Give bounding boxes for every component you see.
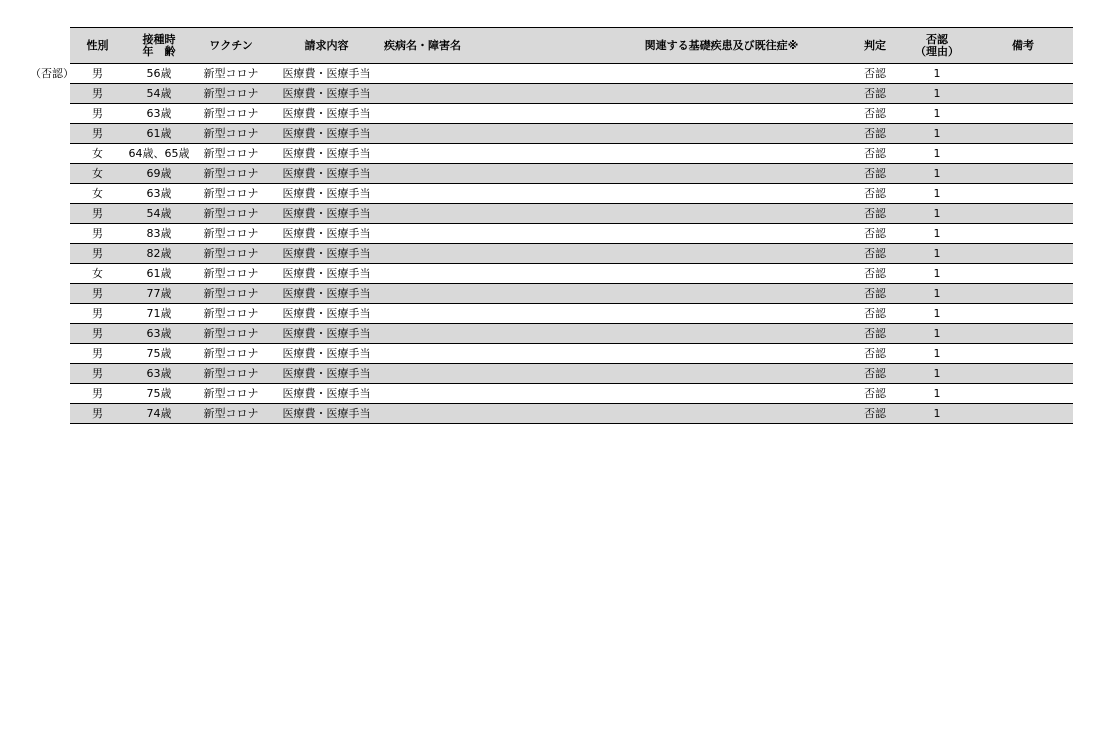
cell-claim: 医療費・医療手当 bbox=[269, 104, 384, 124]
cell-remarks bbox=[973, 384, 1073, 404]
cell-reason: 1 bbox=[901, 324, 973, 344]
cell-disease bbox=[384, 304, 594, 324]
cell-claim: 医療費・医療手当 bbox=[269, 124, 384, 144]
cell-disease bbox=[384, 204, 594, 224]
header-claim: 請求内容 bbox=[269, 28, 384, 64]
cell-sex: 男 bbox=[70, 344, 125, 364]
cell-age: 82歳 bbox=[125, 244, 193, 264]
table-row bbox=[70, 284, 1073, 304]
cell-disease bbox=[384, 364, 594, 384]
cell-claim: 医療費・医療手当 bbox=[269, 84, 384, 104]
cell-remarks bbox=[973, 104, 1073, 124]
cell-reason: 1 bbox=[901, 364, 973, 384]
cell-remarks bbox=[973, 204, 1073, 224]
cell-judgment: 否認 bbox=[849, 164, 901, 184]
cell-reason: 1 bbox=[901, 64, 973, 84]
cell-disease bbox=[384, 144, 594, 164]
cell-remarks bbox=[973, 344, 1073, 364]
cell-age: 63歳 bbox=[125, 324, 193, 344]
cell-remarks bbox=[973, 264, 1073, 284]
cell-judgment: 否認 bbox=[849, 264, 901, 284]
cell-sex: 男 bbox=[70, 244, 125, 264]
table-row bbox=[70, 224, 1073, 244]
cell-disease bbox=[384, 84, 594, 104]
cell-sex: 男 bbox=[70, 64, 125, 84]
cell-reason: 1 bbox=[901, 384, 973, 404]
cell-related bbox=[594, 264, 849, 284]
judgment-table bbox=[70, 27, 1073, 424]
cell-related bbox=[594, 104, 849, 124]
cell-disease bbox=[384, 64, 594, 84]
cell-age: 64歳、65歳 bbox=[125, 144, 193, 164]
table-row bbox=[70, 364, 1073, 384]
cell-sex: 男 bbox=[70, 364, 125, 384]
cell-judgment: 否認 bbox=[849, 184, 901, 204]
cell-age: 63歳 bbox=[125, 104, 193, 124]
table-row bbox=[70, 264, 1073, 284]
cell-sex: 男 bbox=[70, 304, 125, 324]
cell-claim: 医療費・医療手当 bbox=[269, 144, 384, 164]
cell-disease bbox=[384, 344, 594, 364]
cell-claim: 医療費・医療手当 bbox=[269, 384, 384, 404]
cell-disease bbox=[384, 264, 594, 284]
cell-vaccine: 新型コロナ bbox=[193, 204, 269, 224]
cell-remarks bbox=[973, 84, 1073, 104]
cell-judgment: 否認 bbox=[849, 344, 901, 364]
header-related-conditions: 関連する基礎疾患及び既往症※ bbox=[594, 28, 849, 64]
cell-age: 54歳 bbox=[125, 204, 193, 224]
cell-judgment: 否認 bbox=[849, 104, 901, 124]
cell-judgment: 否認 bbox=[849, 304, 901, 324]
cell-remarks bbox=[973, 284, 1073, 304]
cell-disease bbox=[384, 404, 594, 424]
cell-related bbox=[594, 384, 849, 404]
cell-related bbox=[594, 244, 849, 264]
cell-remarks bbox=[973, 184, 1073, 204]
cell-sex: 女 bbox=[70, 164, 125, 184]
cell-related bbox=[594, 364, 849, 384]
cell-judgment: 否認 bbox=[849, 224, 901, 244]
cell-reason: 1 bbox=[901, 224, 973, 244]
cell-claim: 医療費・医療手当 bbox=[269, 64, 384, 84]
cell-remarks bbox=[973, 304, 1073, 324]
cell-judgment: 否認 bbox=[849, 64, 901, 84]
cell-vaccine: 新型コロナ bbox=[193, 244, 269, 264]
cell-vaccine: 新型コロナ bbox=[193, 404, 269, 424]
cell-remarks bbox=[973, 144, 1073, 164]
cell-vaccine: 新型コロナ bbox=[193, 64, 269, 84]
cell-sex: 男 bbox=[70, 384, 125, 404]
cell-age: 63歳 bbox=[125, 364, 193, 384]
cell-claim: 医療費・医療手当 bbox=[269, 404, 384, 424]
cell-related bbox=[594, 184, 849, 204]
cell-related bbox=[594, 304, 849, 324]
cell-sex: 男 bbox=[70, 324, 125, 344]
table-body bbox=[70, 64, 1073, 424]
cell-claim: 医療費・医療手当 bbox=[269, 264, 384, 284]
cell-remarks bbox=[973, 124, 1073, 144]
cell-related bbox=[594, 224, 849, 244]
header-sex: 性別 bbox=[70, 28, 125, 64]
cell-claim: 医療費・医療手当 bbox=[269, 224, 384, 244]
cell-related bbox=[594, 204, 849, 224]
header-vaccine: ワクチン bbox=[193, 28, 269, 64]
cell-sex: 女 bbox=[70, 144, 125, 164]
cell-related bbox=[594, 284, 849, 304]
table-row bbox=[70, 324, 1073, 344]
header-disease: 疾病名・障害名 bbox=[384, 28, 594, 64]
cell-disease bbox=[384, 184, 594, 204]
cell-reason: 1 bbox=[901, 184, 973, 204]
cell-age: 75歳 bbox=[125, 344, 193, 364]
cell-judgment: 否認 bbox=[849, 204, 901, 224]
cell-age: 77歳 bbox=[125, 284, 193, 304]
cell-judgment: 否認 bbox=[849, 144, 901, 164]
header-denial-reason: 否認 （理由） bbox=[901, 28, 973, 64]
cell-sex: 女 bbox=[70, 264, 125, 284]
cell-reason: 1 bbox=[901, 304, 973, 324]
cell-vaccine: 新型コロナ bbox=[193, 184, 269, 204]
table-row bbox=[70, 204, 1073, 224]
cell-remarks bbox=[973, 64, 1073, 84]
cell-vaccine: 新型コロナ bbox=[193, 164, 269, 184]
cell-vaccine: 新型コロナ bbox=[193, 324, 269, 344]
cell-disease bbox=[384, 104, 594, 124]
cell-age: 75歳 bbox=[125, 384, 193, 404]
cell-vaccine: 新型コロナ bbox=[193, 284, 269, 304]
cell-reason: 1 bbox=[901, 244, 973, 264]
cell-judgment: 否認 bbox=[849, 324, 901, 344]
table-row bbox=[70, 164, 1073, 184]
cell-age: 69歳 bbox=[125, 164, 193, 184]
cell-vaccine: 新型コロナ bbox=[193, 84, 269, 104]
cell-sex: 男 bbox=[70, 204, 125, 224]
table-row bbox=[70, 384, 1073, 404]
cell-judgment: 否認 bbox=[849, 404, 901, 424]
table-row bbox=[70, 244, 1073, 264]
cell-vaccine: 新型コロナ bbox=[193, 344, 269, 364]
cell-vaccine: 新型コロナ bbox=[193, 364, 269, 384]
cell-age: 74歳 bbox=[125, 404, 193, 424]
cell-judgment: 否認 bbox=[849, 384, 901, 404]
cell-disease bbox=[384, 224, 594, 244]
cell-related bbox=[594, 124, 849, 144]
cell-reason: 1 bbox=[901, 104, 973, 124]
cell-remarks bbox=[973, 164, 1073, 184]
cell-claim: 医療費・医療手当 bbox=[269, 364, 384, 384]
cell-disease bbox=[384, 124, 594, 144]
cell-sex: 男 bbox=[70, 284, 125, 304]
table-row bbox=[70, 124, 1073, 144]
cell-reason: 1 bbox=[901, 84, 973, 104]
cell-reason: 1 bbox=[901, 164, 973, 184]
cell-related bbox=[594, 64, 849, 84]
cell-age: 61歳 bbox=[125, 124, 193, 144]
cell-vaccine: 新型コロナ bbox=[193, 304, 269, 324]
cell-claim: 医療費・医療手当 bbox=[269, 324, 384, 344]
cell-claim: 医療費・医療手当 bbox=[269, 284, 384, 304]
cell-claim: 医療費・医療手当 bbox=[269, 304, 384, 324]
cell-disease bbox=[384, 324, 594, 344]
cell-related bbox=[594, 404, 849, 424]
cell-related bbox=[594, 144, 849, 164]
cell-judgment: 否認 bbox=[849, 364, 901, 384]
cell-disease bbox=[384, 384, 594, 404]
cell-judgment: 否認 bbox=[849, 84, 901, 104]
cell-age: 83歳 bbox=[125, 224, 193, 244]
cell-sex: 男 bbox=[70, 224, 125, 244]
cell-sex: 男 bbox=[70, 404, 125, 424]
section-label-denied: （否認） bbox=[30, 67, 74, 80]
cell-vaccine: 新型コロナ bbox=[193, 144, 269, 164]
cell-remarks bbox=[973, 244, 1073, 264]
cell-claim: 医療費・医療手当 bbox=[269, 344, 384, 364]
cell-reason: 1 bbox=[901, 264, 973, 284]
table-row bbox=[70, 104, 1073, 124]
cell-reason: 1 bbox=[901, 144, 973, 164]
cell-vaccine: 新型コロナ bbox=[193, 224, 269, 244]
cell-related bbox=[594, 84, 849, 104]
cell-claim: 医療費・医療手当 bbox=[269, 204, 384, 224]
cell-sex: 女 bbox=[70, 184, 125, 204]
cell-sex: 男 bbox=[70, 84, 125, 104]
cell-claim: 医療費・医療手当 bbox=[269, 184, 384, 204]
header-judgment: 判定 bbox=[849, 28, 901, 64]
cell-sex: 男 bbox=[70, 124, 125, 144]
cell-age: 63歳 bbox=[125, 184, 193, 204]
cell-judgment: 否認 bbox=[849, 284, 901, 304]
header-age: 接種時 年 齢 bbox=[125, 28, 193, 64]
cell-age: 71歳 bbox=[125, 304, 193, 324]
cell-remarks bbox=[973, 364, 1073, 384]
table-row bbox=[70, 184, 1073, 204]
cell-vaccine: 新型コロナ bbox=[193, 104, 269, 124]
cell-related bbox=[594, 164, 849, 184]
table-row bbox=[70, 344, 1073, 364]
cell-vaccine: 新型コロナ bbox=[193, 384, 269, 404]
cell-reason: 1 bbox=[901, 404, 973, 424]
cell-disease bbox=[384, 284, 594, 304]
cell-judgment: 否認 bbox=[849, 124, 901, 144]
cell-related bbox=[594, 344, 849, 364]
cell-remarks bbox=[973, 324, 1073, 344]
cell-vaccine: 新型コロナ bbox=[193, 264, 269, 284]
cell-disease bbox=[384, 164, 594, 184]
cell-age: 54歳 bbox=[125, 84, 193, 104]
table-row bbox=[70, 84, 1073, 104]
cell-age: 61歳 bbox=[125, 264, 193, 284]
header-remarks: 備考 bbox=[973, 28, 1073, 64]
table-row bbox=[70, 144, 1073, 164]
table-row bbox=[70, 304, 1073, 324]
cell-remarks bbox=[973, 404, 1073, 424]
cell-vaccine: 新型コロナ bbox=[193, 124, 269, 144]
cell-reason: 1 bbox=[901, 344, 973, 364]
cell-related bbox=[594, 324, 849, 344]
cell-reason: 1 bbox=[901, 284, 973, 304]
table-header-row bbox=[70, 28, 1073, 64]
cell-age: 56歳 bbox=[125, 64, 193, 84]
table-row bbox=[70, 64, 1073, 84]
cell-reason: 1 bbox=[901, 124, 973, 144]
table-row bbox=[70, 404, 1073, 424]
cell-sex: 男 bbox=[70, 104, 125, 124]
cell-reason: 1 bbox=[901, 204, 973, 224]
cell-judgment: 否認 bbox=[849, 244, 901, 264]
cell-claim: 医療費・医療手当 bbox=[269, 164, 384, 184]
cell-remarks bbox=[973, 224, 1073, 244]
cell-disease bbox=[384, 244, 594, 264]
cell-claim: 医療費・医療手当 bbox=[269, 244, 384, 264]
